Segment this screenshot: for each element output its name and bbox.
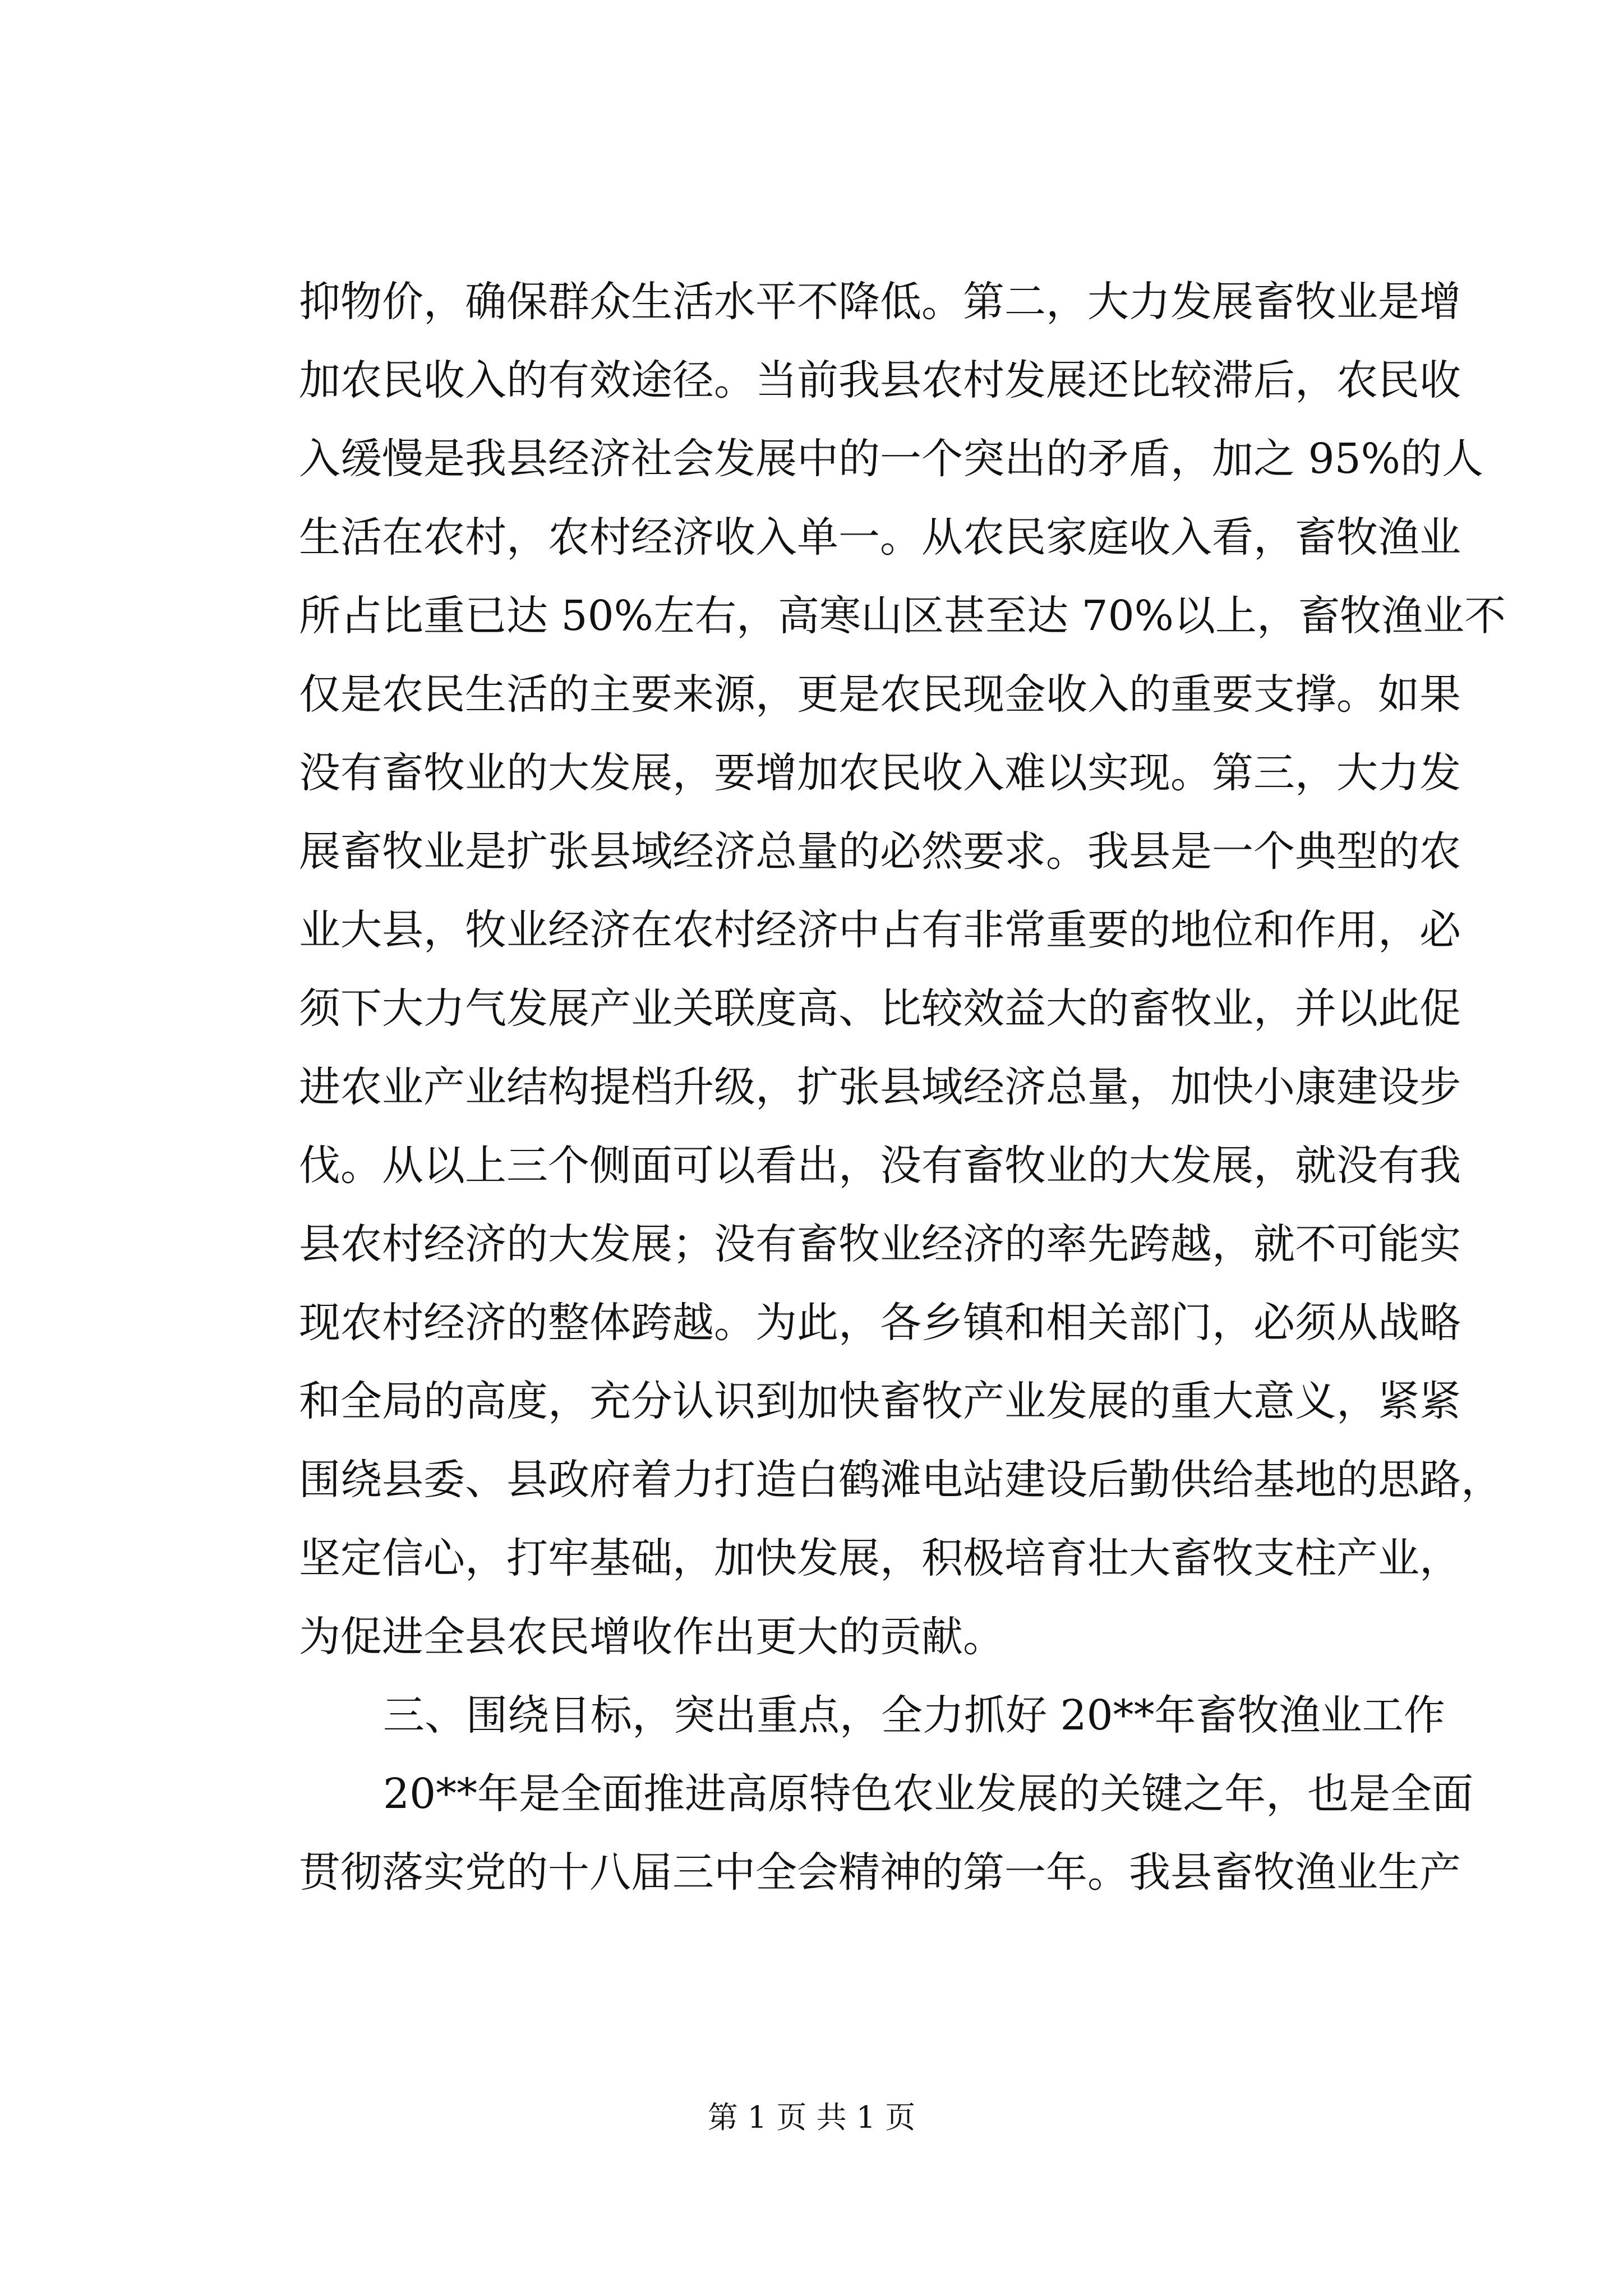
text-line: 现农村经济的整体跨越。为此，各乡镇和相关部门，必须从战略: [299, 1299, 1461, 1347]
text-line: 贯彻落实党的十八届三中全会精神的第一年。我县畜牧渔业生产: [299, 1848, 1461, 1897]
text-line: 所占比重已达 50%左右，高寒山区甚至达 70%以上，畜牧渔业不: [299, 592, 1506, 640]
text-line: 业大县，牧业经济在农村经济中占有非常重要的地位和作用，必: [299, 906, 1461, 954]
text-line: 和全局的高度，充分认识到加快畜牧产业发展的重大意义，紧紧: [299, 1377, 1461, 1425]
text-line: 进农业产业结构提档升级，扩张县域经济总量，加快小康建设步: [299, 1063, 1461, 1111]
document-body: [299, 263, 1506, 1912]
text-line: 县农村经济的大发展；没有畜牧业经济的率先跨越，就不可能实: [299, 1220, 1461, 1268]
text-line: 伐。从以上三个侧面可以看出，没有畜牧业的大发展，就没有我: [299, 1142, 1461, 1190]
text-line: 坚定信心，打牢基础，加快发展，积极培育壮大畜牧支柱产业，: [299, 1534, 1461, 1582]
text-line: 加农民收入的有效途径。当前我县农村发展还比较滞后，农民收: [299, 356, 1461, 404]
text-line: 抑物价，确保群众生活水平不降低。第二，大力发展畜牧业是增: [299, 278, 1461, 326]
text-line: 须下大力气发展产业关联度高、比较效益大的畜牧业，并以此促: [299, 984, 1461, 1033]
section-heading: 三、围绕目标，突出重点，全力抓好 20**年畜牧渔业工作: [383, 1691, 1445, 1740]
text-line: 展畜牧业是扩张县域经济总量的必然要求。我县是一个典型的农: [299, 827, 1461, 876]
text-line: 仅是农民生活的主要来源，更是农民现金收入的重要支撑。如果: [299, 670, 1461, 719]
text-line: 入缓慢是我县经济社会发展中的一个突出的矛盾，加之 95%的人: [299, 435, 1483, 483]
text-line: 围绕县委、县政府着力打造白鹤滩电站建设后勤供给基地的思路，: [299, 1456, 1502, 1504]
text-line: 生活在农村，农村经济收入单一。从农民家庭收入看，畜牧渔业: [299, 513, 1461, 562]
text-line: 为促进全县农民增收作出更大的贡献。: [299, 1613, 1004, 1661]
text-line: 没有畜牧业的大发展，要增加农民收入难以实现。第三，大力发: [299, 749, 1461, 797]
text-line: 20**年是全面推进高原特色农业发展的关键之年，也是全面: [383, 1770, 1474, 1818]
page-footer: 第 1 页 共 1 页: [707, 2100, 916, 2135]
